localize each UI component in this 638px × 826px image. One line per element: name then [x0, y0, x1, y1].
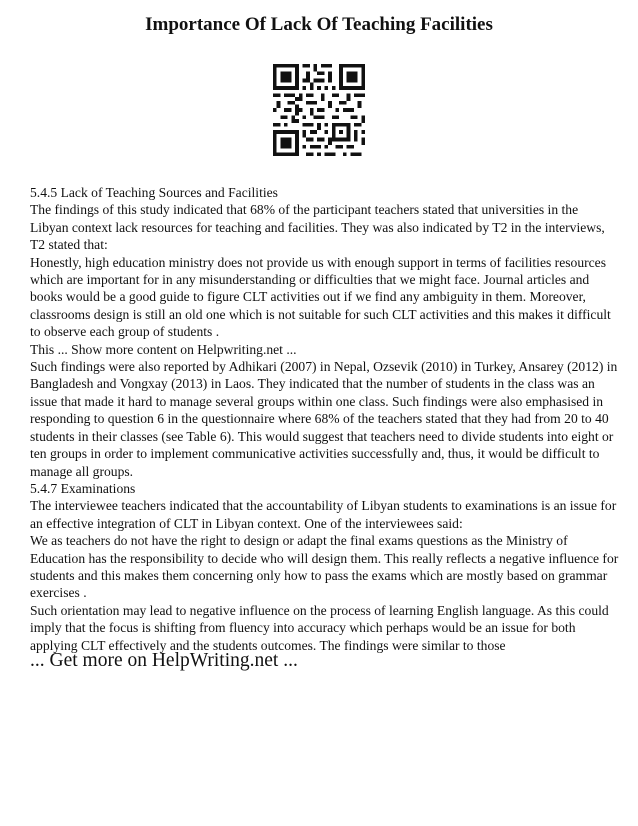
section-heading: 5.4.5 Lack of Teaching Sources and Facilities — [30, 185, 278, 200]
quote-paragraph: We as teachers do not have the right to design or adapt the final exams questions as the Ministry of Education has the responsibility to decide who will design them. This really reflects a negative influence for students and this makes them concerning only how to pass the exams which are mostly based on grammar exercises . — [30, 533, 619, 601]
get-more-link[interactable]: ... Get more on HelpWriting.net ... — [30, 650, 298, 671]
show-more-link[interactable]: This ... Show more content on Helpwriting.net ... — [30, 341, 297, 357]
paragraph: Such orientation may lead to negative influence on the process of learning English language. As this could imply that the focus is shifting from fluency into accuracy which perhaps would be an issue for both applying CLT effectively and the students outcomes. The findings were similar to those — [30, 602, 609, 653]
page-title: Importance Of Lack Of Teaching Facilities — [145, 14, 493, 35]
section-heading: 5.4.7 Examinations — [30, 480, 136, 496]
quote-paragraph: Honestly, high education ministry does not provide us with enough support in terms of facilities resources which are important for in any misunderstanding or difficulties that we might face. Journal articles and books would be a good guide to figure CLT activities out if we find any ambiguity in them. Moreover, classrooms design is still an old one which is not suitable for such CLT activities and this makes it difficult to observe each group of students . — [30, 254, 611, 340]
paragraph: The findings of this study indicated that 68% of the participant teachers stated that universities in the Libyan context lack resources for teaching and facilities. They was also indicated by T2 in the interviews, T2 stated that: — [30, 202, 605, 253]
paragraph: The interviewee teachers indicated that the accountability of Libyan students to examinations is an issue for an effective integration of CLT in Libyan context. One of the interviewees said: — [30, 498, 617, 531]
paragraph: Such findings were also reported by Adhikari (2007) in Nepal, Ozsevik (2010) in Turkey, Ansarey (2012) in Bangladesh and Vongxay (2013) in Laos. They indicated that the number of students in the class was an issue that made it hard to manage several groups within one class. Such findings were also emphasised in responding to question 6 in the questionnaire where 68% of the teachers stated that they had from 20 to 40 students in their classes (see Table 6). This would suggest that teachers need to divide students into eight or ten groups in order to implement communicative activities successfully and, thus, it would be difficult to manage all groups. — [30, 359, 618, 479]
qr-code-icon — [273, 64, 365, 156]
article-body — [30, 184, 620, 654]
